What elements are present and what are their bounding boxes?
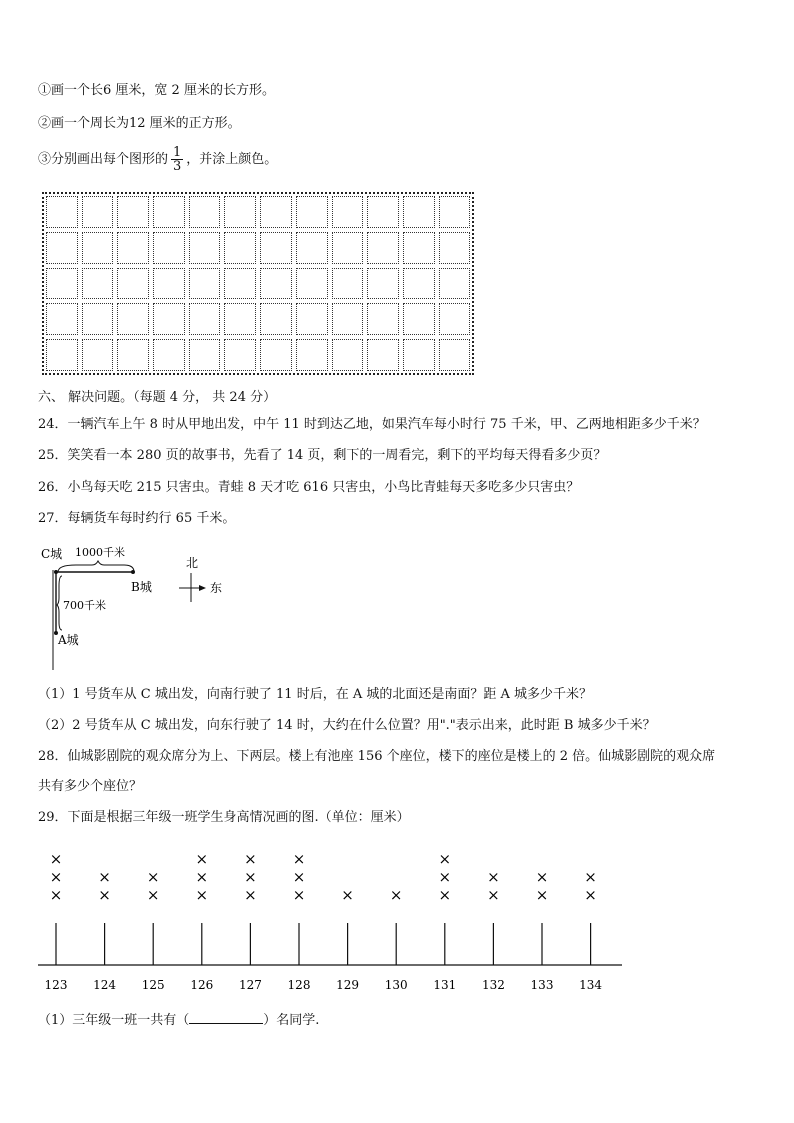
grid-cell xyxy=(46,339,78,371)
question-29: 29．下面是根据三年级一班学生身高情况画的图.（单位：厘米） xyxy=(38,810,410,825)
grid-cell xyxy=(189,339,221,371)
chart-tick-label: 131 xyxy=(433,978,457,992)
chart-mark: × xyxy=(146,886,160,904)
chart-mark: × xyxy=(244,850,257,868)
grid-cell xyxy=(117,196,149,228)
grid-cell xyxy=(439,232,471,264)
map-b-city: B城 xyxy=(131,580,152,594)
grid-cell xyxy=(153,339,185,371)
task-fraction-before: ③分别画出每个图形的 xyxy=(38,152,169,167)
chart-mark: × xyxy=(195,868,209,886)
grid-cell xyxy=(224,232,256,264)
question-24: 24．一辆汽车上午 8 时从甲地出发，中午 11 时到达乙地，如果汽车每小时行 75 千米，甲、乙两地相距多少千米？ xyxy=(38,417,706,432)
city-map xyxy=(36,540,236,675)
grid-cell xyxy=(46,232,78,264)
grid-cell xyxy=(189,303,221,335)
chart-mark: × xyxy=(195,886,209,904)
grid-cell xyxy=(403,303,435,335)
chart-tick-label: 130 xyxy=(384,978,408,992)
chart-mark: × xyxy=(438,850,452,868)
question-25: 25．笑笑看一本 280 页的故事书，先看了 14 页，剩下的一周看完，剩下的平均每天得看多少页？ xyxy=(38,448,607,463)
chart-mark: × xyxy=(438,868,452,886)
grid-cell xyxy=(332,232,364,264)
grid-cell xyxy=(224,339,256,371)
map-a-city: A城 xyxy=(58,633,79,647)
map-distance-cb: 1000千米 xyxy=(75,546,125,559)
grid-cell xyxy=(82,303,114,335)
height-chart xyxy=(0,840,640,1000)
chart-tick-label: 134 xyxy=(579,978,603,992)
grid-cell xyxy=(189,268,221,300)
grid-cell xyxy=(403,196,435,228)
chart-mark: × xyxy=(292,850,306,868)
grid-cell xyxy=(153,232,185,264)
grid-cell xyxy=(189,232,221,264)
question-26: 26．小鸟每天吃 215 只害虫。青蛙 8 天才吃 616 只害虫，小鸟比青蛙每天多吃多少只害虫？ xyxy=(38,480,580,495)
chart-tick-label: 127 xyxy=(238,978,262,992)
grid-cell xyxy=(367,196,399,228)
grid-cell xyxy=(260,232,292,264)
task-fraction xyxy=(38,145,277,175)
section-heading: 六、 解决问题。（每题 4 分， 共 24 分） xyxy=(38,390,277,405)
compass-north: 北 xyxy=(186,556,199,570)
chart-mark: × xyxy=(535,868,549,886)
question-28-line2: 共有多少个座位？ xyxy=(38,779,143,794)
chart-mark: × xyxy=(195,850,209,868)
chart-mark: × xyxy=(98,868,111,886)
task-square: ②画一个周长为12 厘米的正方形。 xyxy=(38,116,241,131)
question-28-line1: 28．仙城影剧院的观众席分为上、下两层。楼上有池座 156 个座位，楼下的座位是楼上的 2 倍。仙城影剧院的观众席 xyxy=(38,749,716,764)
chart-tick-label: 126 xyxy=(190,978,214,992)
chart-mark: × xyxy=(244,886,257,904)
grid-cell xyxy=(260,268,292,300)
chart-mark: × xyxy=(487,868,500,886)
grid-cell xyxy=(332,303,364,335)
chart-tick-label: 129 xyxy=(336,978,360,992)
question-29-sub1-before: （1）三年级一班一共有（ xyxy=(38,1013,190,1028)
chart-mark: × xyxy=(49,868,63,886)
grid-cell xyxy=(403,268,435,300)
question-29-sub1 xyxy=(38,1010,319,1030)
map-distance-ca: 700千米 xyxy=(63,599,106,612)
chart-tick-label: 125 xyxy=(141,978,165,992)
grid-cell xyxy=(153,303,185,335)
chart-tick-label: 132 xyxy=(481,978,505,992)
chart-tick-label: 128 xyxy=(287,978,311,992)
grid-cell xyxy=(403,339,435,371)
answer-blank[interactable] xyxy=(189,1010,263,1024)
question-27-sub2: （2）2 号货车从 C 城出发，向东行驶了 14 时，大约在什么位置？用"."表示出来，此时距 B 城多少千米？ xyxy=(38,718,656,733)
chart-tick-label: 123 xyxy=(44,978,68,992)
grid-cell xyxy=(439,303,471,335)
grid-cell xyxy=(224,303,256,335)
grid-cell xyxy=(117,268,149,300)
grid-cell xyxy=(367,339,399,371)
fraction-one-third xyxy=(171,146,183,173)
fraction-numerator: 1 xyxy=(173,145,182,160)
grid-cell xyxy=(439,339,471,371)
chart-mark: × xyxy=(535,886,549,904)
chart-mark: × xyxy=(292,886,306,904)
grid-cell xyxy=(82,196,114,228)
grid-cell xyxy=(296,268,328,300)
grid-cell xyxy=(296,339,328,371)
brace-side xyxy=(57,576,62,630)
grid-cell xyxy=(260,339,292,371)
grid-cell xyxy=(153,268,185,300)
chart-tick-label: 124 xyxy=(93,978,117,992)
dotted-grid xyxy=(44,194,472,373)
fraction-denominator: 3 xyxy=(173,159,182,174)
chart-mark: × xyxy=(584,868,597,886)
grid-cell xyxy=(260,303,292,335)
grid-cell xyxy=(367,303,399,335)
grid-cell xyxy=(46,196,78,228)
chart-mark: × xyxy=(49,850,63,868)
grid-cell xyxy=(153,196,185,228)
chart-mark: × xyxy=(49,886,63,904)
compass-east: 东 xyxy=(210,581,223,595)
question-29-sub1-after: ）名同学. xyxy=(263,1013,320,1028)
chart-mark: × xyxy=(438,886,452,904)
chart-mark: × xyxy=(584,886,597,904)
grid-cell xyxy=(296,196,328,228)
grid-cell xyxy=(332,339,364,371)
grid-cell xyxy=(46,303,78,335)
grid-cell xyxy=(46,268,78,300)
chart-tick-label: 133 xyxy=(530,978,554,992)
grid-cell xyxy=(189,196,221,228)
grid-cell xyxy=(117,232,149,264)
grid-cell xyxy=(296,303,328,335)
grid-cell xyxy=(117,303,149,335)
grid-cell xyxy=(439,268,471,300)
chart-mark: × xyxy=(292,868,306,886)
chart-mark: × xyxy=(146,868,160,886)
chart-mark: × xyxy=(341,886,354,904)
grid-cell xyxy=(403,232,435,264)
task-rectangle: ①画一个长6 厘米，宽 2 厘米的长方形。 xyxy=(38,83,275,98)
grid-cell xyxy=(367,268,399,300)
grid-cell xyxy=(332,268,364,300)
chart-mark: × xyxy=(389,886,403,904)
grid-cell xyxy=(439,196,471,228)
grid-cell xyxy=(224,268,256,300)
grid-cell xyxy=(224,196,256,228)
question-27-sub1: （1）1 号货车从 C 城出发，向南行驶了 11 时后，在 A 城的北面还是南面？距 A 城多少千米？ xyxy=(38,687,592,702)
grid-cell xyxy=(260,196,292,228)
grid-cell xyxy=(82,232,114,264)
chart-mark: × xyxy=(98,886,111,904)
brace-top xyxy=(58,561,134,572)
grid-cell xyxy=(332,196,364,228)
grid-cell xyxy=(117,339,149,371)
map-c-city: C城 xyxy=(41,547,63,561)
compass-arrow-icon xyxy=(199,585,206,591)
grid-cell xyxy=(296,232,328,264)
point-b xyxy=(131,570,135,574)
chart-mark: × xyxy=(487,886,500,904)
grid-cell xyxy=(82,268,114,300)
grid-cell xyxy=(82,339,114,371)
task-fraction-after: ，并涂上颜色。 xyxy=(186,152,278,167)
chart-mark: × xyxy=(244,868,257,886)
question-27: 27．每辆货车每时约行 65 千米。 xyxy=(38,511,236,526)
grid-cell xyxy=(367,232,399,264)
